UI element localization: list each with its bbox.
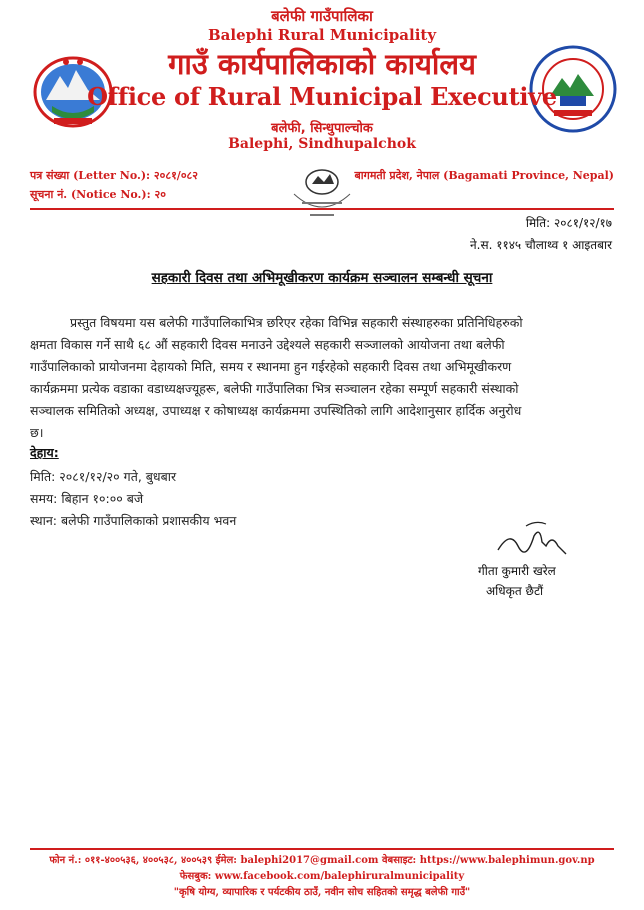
place-english: Balephi, Sindhupalchok (228, 136, 416, 152)
municipality-name-nepali: बलेफी गाउँपालिका (271, 7, 373, 25)
signatory-title: अधिकृत छैटौं (486, 584, 544, 598)
dehay-label: देहाय: (30, 445, 59, 460)
footer-facebook: फेसबुक: www.facebook.com/balephiruralmunicipality (179, 871, 465, 882)
province-label: बागमती प्रदेश, नेपाल (Bagamati Province, Nepal) (354, 169, 614, 182)
letter-date: मिति: २०८१/१२/१७ (525, 216, 612, 230)
event-venue: स्थान: बलेफी गाउँपालिकाको प्रशासकीय भवन (30, 513, 237, 528)
body-line: क्षमता विकास गर्ने साथै ६८ औं सहकारी दिवस मनाउने उद्देश्यले सहकारी सञ्जालको आयोजना तथा बलेफी (30, 337, 505, 352)
body-line: सञ्चालक समितिको अध्यक्ष, उपाध्यक्ष र कोषाध्यक्ष कार्यक्रममा उपस्थितिको लागि आदेशानुसार हार्दिक अनुरोध (30, 403, 522, 418)
office-stamp (280, 158, 364, 228)
letter-number: पत्र संख्या (Letter No.): २०८१/०८२ (30, 169, 198, 182)
body-line: छ। (30, 425, 44, 440)
event-time: समय: बिहान १०:०० बजे (30, 491, 144, 506)
footer-contact: फोन नं.: ०११-४००५३६, ४००५३८, ४००५३९ ईमेल: balephi2017@gmail.com वेबसाइट: https://www.balephimun.gov.np (49, 855, 595, 866)
place-nepali: बलेफी, सिन्धुपाल्चोक (271, 121, 373, 136)
handwritten-signature (496, 516, 570, 562)
notice-subject: सहकारी दिवस तथा अभिमूखीकरण कार्यक्रम सञ्चालन सम्बन्धी सूचना (151, 270, 493, 286)
header-divider (30, 208, 614, 210)
body-line: गाउँपालिकाको प्रायोजनमा देहायको मिति, समय र स्थानमा हुन गईरहेको सहकारी दिवस तथा अभिमूखीकरण (30, 359, 512, 374)
nepal-sambat-date: ने.स. ११४५ चौलाथ्व १ आइतबार (470, 238, 612, 252)
office-name-english: Office of Rural Municipal Executive (87, 82, 557, 111)
event-date: मिति: २०८१/१२/२० गते, बुधबार (30, 469, 177, 484)
office-name-nepali: गाउँ कार्यपालिकाको कार्यालय (168, 47, 476, 81)
footer-divider (30, 848, 614, 850)
notice-body (30, 312, 614, 444)
signatory-name: गीता कुमारी खरेल (478, 564, 556, 578)
municipality-name-english: Balephi Rural Municipality (207, 26, 437, 44)
body-line: प्रस्तुत विषयमा यस बलेफी गाउँपालिकाभित्र छरिएर रहेका विभिन्न सहकारी संस्थाहरुका प्रतिनिधिहरुको (70, 315, 523, 330)
footer-slogan: "कृषि योग्य, व्यापारिक र पर्यटकीय ठाउँ, नवीन सोच सहितको समृद्ध बलेफी गाउँ" (173, 887, 471, 898)
notice-number: सूचना नं. (Notice No.): २० (30, 188, 166, 201)
body-line: कार्यक्रममा प्रत्येक वडाका वडाध्यक्षज्यूहरू, बलेफी गाउँपालिका भित्र सञ्चालन रहेका सम्पूर्ण सहकारी संस्थाको (30, 381, 519, 396)
